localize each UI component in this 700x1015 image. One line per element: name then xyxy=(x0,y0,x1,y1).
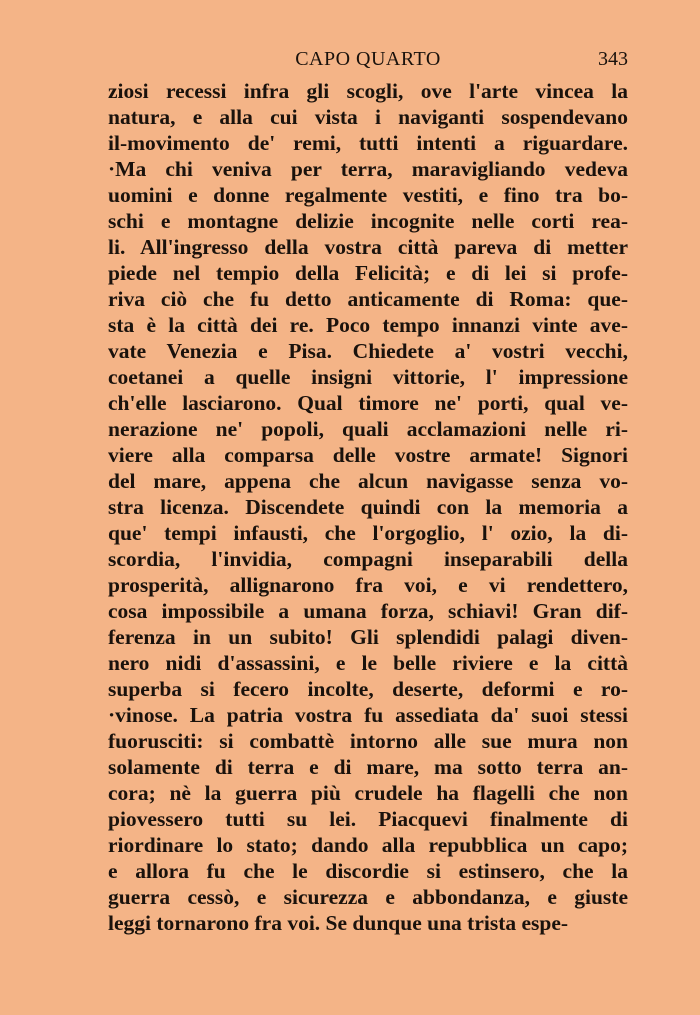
text-line: piovessero tutti su lei. Piacquevi finalmente di xyxy=(108,807,628,831)
text-line: uomini e donne regalmente vestiti, e fino tra bo- xyxy=(108,183,628,207)
text-line: il-movimento de' remi, tutti intenti a riguardare. xyxy=(108,131,628,155)
text-line: stra licenza. Discendete quindi con la memoria a xyxy=(108,495,628,519)
text-line: sta è la città dei re. Poco tempo innanzi vinte ave- xyxy=(108,313,628,337)
page-number: 343 xyxy=(598,48,628,70)
text-line: ·vinose. La patria vostra fu assediata da' suoi stessi xyxy=(108,703,628,727)
text-line: riva ciò che fu detto anticamente di Roma: que- xyxy=(108,287,628,311)
text-line: coetanei a quelle insigni vittorie, l' impressione xyxy=(108,365,628,389)
text-line: e allora fu che le discordie si estinsero, che la xyxy=(108,859,628,883)
text-line: schi e montagne delizie incognite nelle corti rea- xyxy=(108,209,628,233)
text-line: nerazione ne' popoli, quali acclamazioni nelle ri- xyxy=(108,417,628,441)
text-line: li. All'ingresso della vostra città pareva di metter xyxy=(108,235,628,259)
text-line: solamente di terra e di mare, ma sotto terra an- xyxy=(108,755,628,779)
text-line: superba si fecero incolte, deserte, deformi e ro- xyxy=(108,677,628,701)
chapter-title: CAPO QUARTO xyxy=(295,48,441,70)
text-line: ferenza in un subito! Gli splendidi palagi diven- xyxy=(108,625,628,649)
text-line: natura, e alla cui vista i naviganti sospendevano xyxy=(108,105,628,129)
text-line: del mare, appena che alcun navigasse senza vo- xyxy=(108,469,628,493)
text-line: vate Venezia e Pisa. Chiedete a' vostri vecchi, xyxy=(108,339,628,363)
text-line: scordia, l'invidia, compagni inseparabili della xyxy=(108,547,628,571)
text-line: ziosi recessi infra gli scogli, ove l'arte vincea la xyxy=(108,79,628,103)
text-line: ·Ma chi veniva per terra, maravigliando vedeva xyxy=(108,157,628,181)
text-line: cora; nè la guerra più crudele ha flagelli che non xyxy=(108,781,628,805)
text-line: fuorusciti: si combattè intorno alle sue mura non xyxy=(108,729,628,753)
text-line: viere alla comparsa delle vostre armate! Signori xyxy=(108,443,628,467)
body-text xyxy=(108,78,628,936)
text-line: guerra cessò, e sicurezza e abbondanza, e giuste xyxy=(108,885,628,909)
text-line: cosa impossibile a umana forza, schiavi! Gran dif- xyxy=(108,599,628,623)
text-line: prosperità, allignarono fra voi, e vi rendettero, xyxy=(108,573,628,597)
text-line: riordinare lo stato; dando alla repubblica un capo; xyxy=(108,833,628,857)
text-line: ch'elle lasciarono. Qual timore ne' porti, qual ve- xyxy=(108,391,628,415)
text-line: leggi tornarono fra voi. Se dunque una trista espe- xyxy=(108,911,569,935)
text-line: nero nidi d'assassini, e le belle riviere e la città xyxy=(108,651,628,675)
text-line: piede nel tempio della Felicità; e di lei si profe- xyxy=(108,261,628,285)
running-head xyxy=(108,48,628,76)
text-line: que' tempi infausti, che l'orgoglio, l' ozio, la di- xyxy=(108,521,628,545)
